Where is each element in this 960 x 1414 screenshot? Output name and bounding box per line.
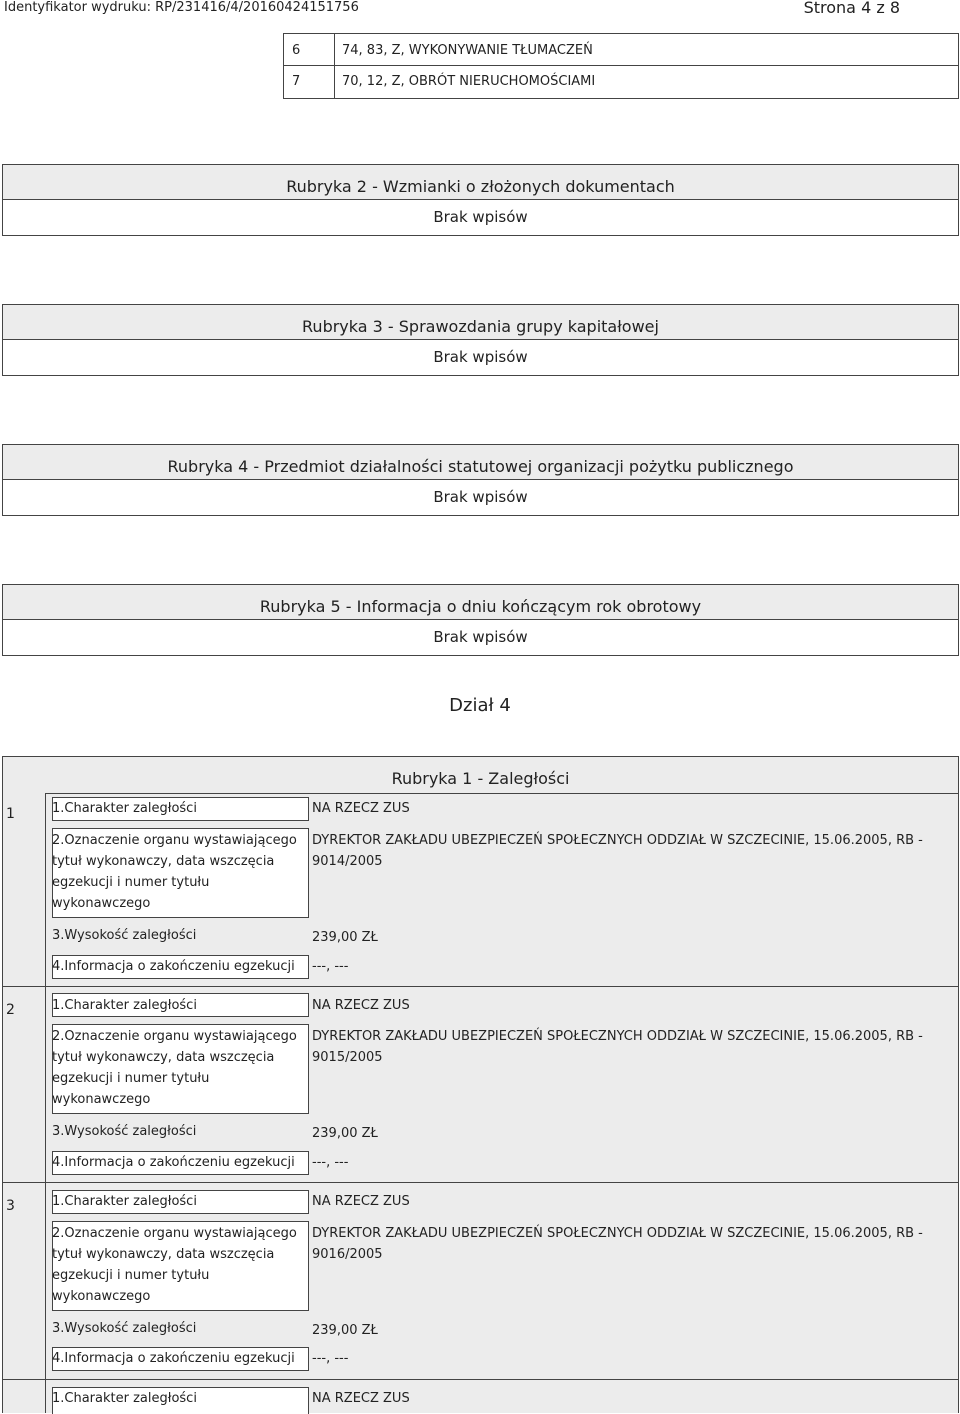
pkd-row-text: 74, 83, Z, WYKONYWANIE TŁUMACZEŃ (342, 43, 593, 58)
pkd-row-num: 7 (292, 74, 301, 89)
pkd-row-num: 6 (292, 43, 301, 58)
label-informacja: 4.Informacja o zakończeniu egzekucji (52, 1351, 295, 1366)
entry-number: 3 (6, 1198, 15, 1214)
label-charakter: 1.Charakter zaległości (52, 998, 197, 1013)
section-title: Dział 4 (449, 695, 511, 716)
label-charakter: 1.Charakter zaległości (52, 1391, 197, 1406)
label-charakter: 1.Charakter zaległości (52, 801, 197, 816)
value-wysokosc: 239,00 ZŁ (312, 1126, 378, 1141)
print-header (0, 0, 960, 16)
entry-number: 2 (6, 1002, 15, 1018)
rubryka-2-box (2, 164, 959, 236)
value-wysokosc: 239,00 ZŁ (312, 930, 378, 945)
print-identifier: Identyfikator wydruku: RP/231416/4/20160424151756 (4, 0, 359, 15)
rubryka-content: Brak wpisów (433, 488, 528, 506)
label-wysokosc: 3.Wysokość zaległości (52, 928, 197, 943)
rubryka-title: Rubryka 4 - Przedmiot działalności statutowej organizacji pożytku publicznego (167, 457, 794, 476)
rubryka-content: Brak wpisów (433, 628, 528, 646)
rubryka-4-box (2, 444, 959, 516)
page-number: Strona 4 z 8 (803, 0, 900, 17)
value-charakter: NA RZECZ ZUS (312, 998, 410, 1013)
value-oznaczenie: DYREKTOR ZAKŁADU UBEZPIECZEŃ SPOŁECZNYCH ODDZIAŁ W SZCZECINIE, 15.06.2005, RB - 9015/2005 (312, 1029, 923, 1065)
value-charakter: NA RZECZ ZUS (312, 801, 410, 816)
rubryka-title: Rubryka 1 - Zaległości (391, 769, 570, 788)
rubryka-title: Rubryka 5 - Informacja o dniu kończącym rok obrotowy (259, 597, 702, 616)
value-charakter: NA RZECZ ZUS (312, 1194, 410, 1209)
label-oznaczenie: 2.Oznaczenie organu wystawiającego tytuł wykonawczy, data wszczęcia egzekucji i numer tytułu wykonawczego (52, 833, 297, 911)
value-oznaczenie: DYREKTOR ZAKŁADU UBEZPIECZEŃ SPOŁECZNYCH ODDZIAŁ W SZCZECINIE, 15.06.2005, RB - 9016/2005 (312, 1226, 923, 1262)
value-informacja: ---, --- (312, 959, 349, 974)
rubryka-title: Rubryka 3 - Sprawozdania grupy kapitałowej (302, 317, 659, 336)
rubryka-content: Brak wpisów (433, 348, 528, 366)
pkd-table (283, 33, 959, 99)
value-oznaczenie: DYREKTOR ZAKŁADU UBEZPIECZEŃ SPOŁECZNYCH ODDZIAŁ W SZCZECINIE, 15.06.2005, RB - 9014/2005 (312, 833, 923, 869)
label-wysokosc: 3.Wysokość zaległości (52, 1321, 197, 1336)
value-charakter: NA RZECZ ZUS (312, 1391, 410, 1406)
pkd-row-text: 70, 12, Z, OBRÓT NIERUCHOMOŚCIAMI (342, 74, 596, 89)
label-oznaczenie: 2.Oznaczenie organu wystawiającego tytuł wykonawczy, data wszczęcia egzekucji i numer tytułu wykonawczego (52, 1226, 297, 1304)
value-informacja: ---, --- (312, 1155, 349, 1170)
label-informacja: 4.Informacja o zakończeniu egzekucji (52, 1155, 295, 1170)
rubryka-5-box (2, 584, 959, 656)
value-wysokosc: 239,00 ZŁ (312, 1323, 378, 1338)
label-charakter: 1.Charakter zaległości (52, 1194, 197, 1209)
rubryka-title: Rubryka 2 - Wzmianki o złożonych dokumentach (286, 177, 675, 196)
rubryka-3-box (2, 304, 959, 376)
label-wysokosc: 3.Wysokość zaległości (52, 1124, 197, 1139)
label-informacja: 4.Informacja o zakończeniu egzekucji (52, 959, 295, 974)
entry-number: 1 (6, 806, 15, 822)
rubryka-content: Brak wpisów (433, 208, 528, 226)
value-informacja: ---, --- (312, 1351, 349, 1366)
label-oznaczenie: 2.Oznaczenie organu wystawiającego tytuł wykonawczy, data wszczęcia egzekucji i numer tytułu wykonawczego (52, 1029, 297, 1107)
